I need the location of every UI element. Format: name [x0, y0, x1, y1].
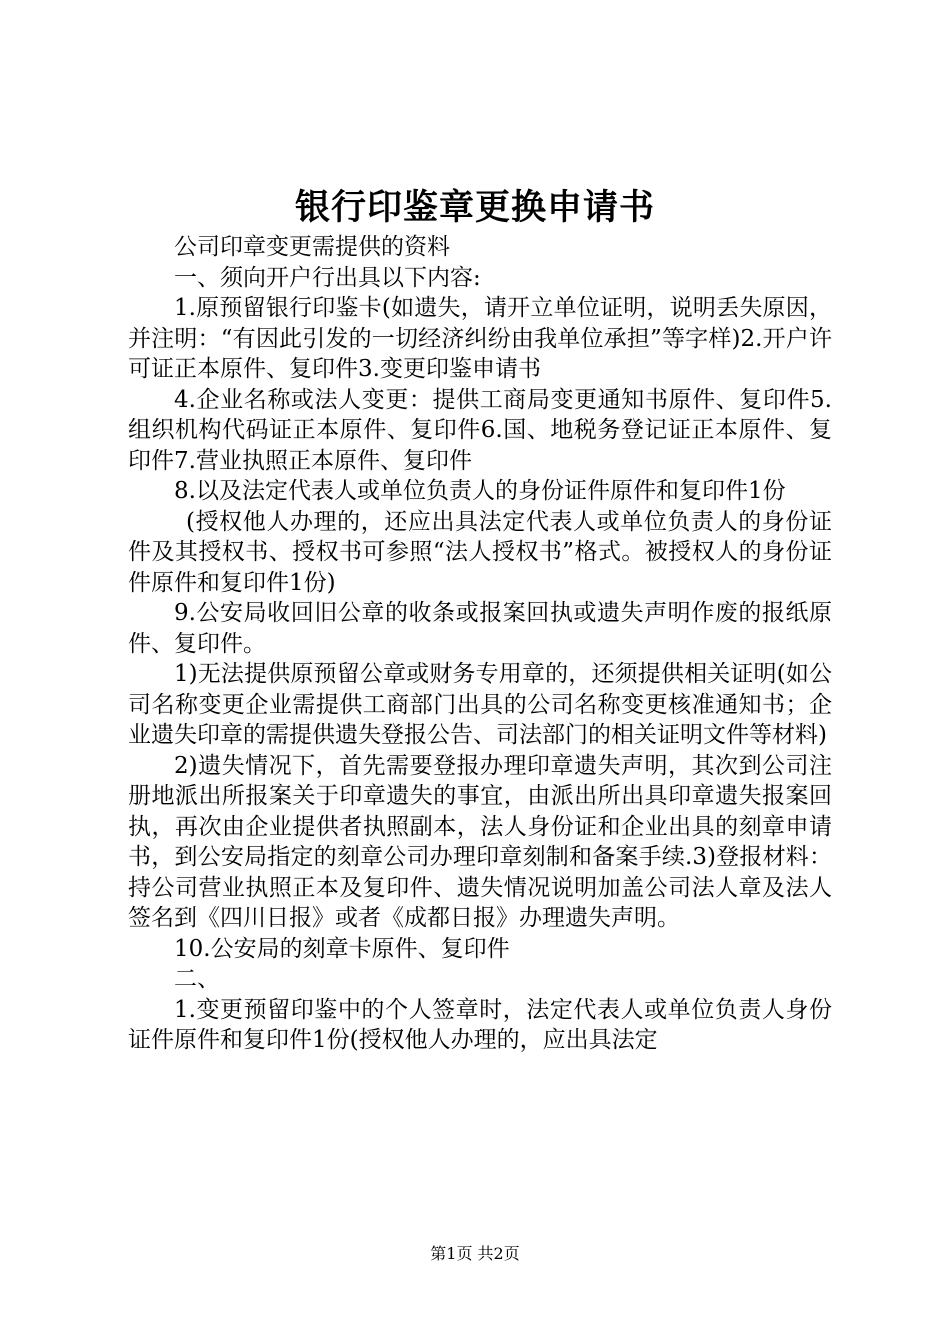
paragraph-item-10: 10.公安局的刻章卡原件、复印件	[174, 935, 510, 962]
paragraph-item-4-7: 4.企业名称或法人变更：提供工商局变更通知书原件、复印件5.组织机构代码证正本原件、复印件6.国、地税务登记证正本原件、复印件7.营业执照正本原件、复印件	[128, 386, 832, 474]
paragraph-section-two-item-1: 1.变更预留印鉴中的个人签章时，法定代表人或单位负责人身份证件原件和复印件1份(授权他人办理的，应出具法定	[128, 996, 832, 1053]
paragraph-section-one: 一、须向开户行出具以下内容:	[174, 264, 481, 291]
paragraph-item-8: 8.以及法定代表人或单位负责人的身份证件原件和复印件1份	[174, 478, 786, 504]
paragraph-subitem-1: 1)无法提供原预留公章或财务专用章的，还须提供相关证明(如公司名称变更企业需提供工商部门出具的公司名称变更核准通知书；企业遗失印章的需提供遗失登报公告、司法部门的相关证明文件等材料)	[128, 661, 832, 748]
document-body	[128, 232, 832, 1056]
page-footer: 第1页 共2页	[430, 1244, 520, 1263]
paragraph-authorization-note: (授权他人办理的，还应出具法定代表人或单位负责人的身份证件及其授权书、授权书可参照“法人授权书”格式。被授权人的身份证件原件和复印件1份)	[128, 508, 832, 596]
paragraph-section-two: 二、	[174, 966, 220, 992]
paragraph-materials-heading: 公司印章变更需提供的资料	[174, 234, 450, 260]
document-title: 银行印鉴章更换申请书	[294, 188, 655, 228]
paragraph-subitem-2-3: 2)遗失情况下，首先需要登报办理印章遗失声明，其次到公司注册地派出所报案关于印章遗失的事宜，由派出所出具印章遗失报案回执，再次由企业提供者执照副本，法人身份证和企业出具的刻章申请书，到公安局指定的刻章公司办理印章刻制和备案手续.3)登报材料：持公司营业执照正本及复印件、遗失情况说明加盖公司法人章及法人签名到《四川日报》或者《成都日报》办理遗失声明。	[128, 752, 832, 931]
paragraph-item-9: 9.公安局收回旧公章的收条或报案回执或遗失声明作废的报纸原件、复印件。	[128, 600, 832, 657]
paragraph-item-1-3: 1.原预留银行印鉴卡(如遗失，请开立单位证明，说明丢失原因，并注明：“有因此引发的一切经济纠纷由我单位承担”等字样)2.开户许可证正本原件、复印件3.变更印鉴申请书	[128, 295, 832, 382]
